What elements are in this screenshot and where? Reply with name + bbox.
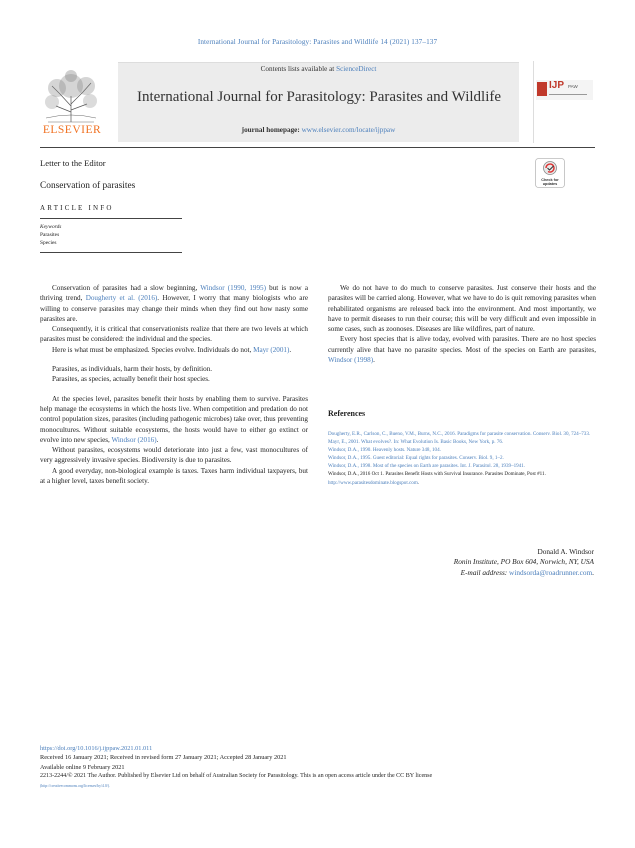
sciencedirect-link[interactable]: ScienceDirect bbox=[336, 65, 377, 73]
journal-cover-thumbnail bbox=[533, 61, 596, 143]
paragraph: Conservation of parasites had a slow beginning, Windsor (1990, 1995) but is now a thriving trend, Dougherty et al. (2016). However, I worry that many biologists who are willing to conserve parasites may change their minds when they find out how nasty some parasites are. bbox=[40, 284, 308, 323]
keyword: Parasites bbox=[40, 232, 60, 238]
doi-link[interactable]: https://doi.org/10.1016/j.ijppaw.2021.01.011 bbox=[40, 745, 153, 752]
paragraph: We do not have to do much to conserve parasites. Just conserve their hosts and the parasites will be carried along. However, what we have to do is quit removing parasites when rehabilitated organisms are released back into the environment. And most importantly, we have to permit diseases to run their course; this will be very difficult and even impossible in some cases, such as zoonoses. Diseases are like wildfires, part of nature. bbox=[328, 284, 596, 334]
cover-divider bbox=[549, 94, 587, 95]
keyword: Species bbox=[40, 240, 57, 246]
section-label: Letter to the Editor bbox=[40, 158, 106, 168]
cover-abbrev: IJP bbox=[549, 80, 565, 91]
received-dates: Received 16 January 2021; Received in revised form 27 January 2021; Accepted 28 January 2021 bbox=[40, 754, 287, 762]
references-heading: References bbox=[328, 409, 366, 418]
author-email-link[interactable]: windsorda@roadrunner.com bbox=[509, 567, 593, 577]
author-name: Donald A. Windsor bbox=[537, 547, 594, 556]
author-email-line: E-mail address: windsorda@roadrunner.com. bbox=[460, 567, 594, 577]
journal-title: International Journal for Parasitology: Parasites and Wildlife bbox=[136, 89, 502, 105]
body-column-left bbox=[40, 283, 308, 486]
article-footer bbox=[40, 744, 600, 790]
reference-item[interactable]: Mayr, E., 2001. What evolves?. In: What Evolution Is. Basic Books, New York, p. 76. bbox=[328, 439, 504, 446]
article-info-rule bbox=[40, 218, 182, 219]
cover-emblem-icon bbox=[537, 82, 547, 96]
citation-link[interactable]: Windsor (2016) bbox=[111, 435, 157, 444]
author-block bbox=[328, 547, 594, 578]
citation-link[interactable]: Windsor (1990, 1995) bbox=[200, 284, 267, 292]
citation-link[interactable]: Windsor (1998) bbox=[328, 356, 374, 365]
paragraph: Parasites, as species, actually benefit their host species. bbox=[52, 375, 210, 384]
paragraph: Every host species that is alive today, evolved with parasites. There are no host species currently alive that have no parasite species. Most of the species on Earth are parasites, Windsor (1998). bbox=[328, 335, 596, 365]
available-online: Available online 9 February 2021 bbox=[40, 763, 125, 771]
citation-link[interactable]: Dougherty et al. (2016) bbox=[85, 294, 158, 303]
citation-link[interactable]: Mayr (2001) bbox=[253, 345, 290, 354]
paragraph: Here is what must be emphasized. Species evolve. Individuals do not, Mayr (2001). bbox=[52, 345, 292, 354]
contents-line: Contents lists available at ScienceDirect bbox=[260, 65, 377, 73]
paragraph: At the species level, parasites benefit their hosts by enabling them to survive. Parasites help manage the ecosystems in which the hosts live. When competition and predation do not control population sizes, parasites (including pathogenic microbes) take over, thus preventing monocultures. Without suitable ecosystems, the hosts would have to either go extinct or evolve into new species, Windsor (2016). bbox=[40, 394, 308, 444]
top-citation-link[interactable]: International Journal for Parasitology: Parasites and Wildlife 14 (2021) 137–137 bbox=[197, 38, 438, 46]
license-link[interactable]: (http://creativecommons.org/licenses/by/4.0/). bbox=[40, 783, 111, 788]
reference-list bbox=[328, 430, 596, 487]
header-rule bbox=[40, 147, 595, 148]
check-for-updates-label[interactable]: Check for updates bbox=[541, 178, 559, 187]
author-affiliation: Ronin Institute, PO Box 604, Norwich, NY, USA bbox=[453, 557, 594, 567]
reference-item[interactable]: Dougherty, E.R., Carlson, C., Bueno, V.M., Burns, N.C., 2016. Paradigms for parasite conservation. Conserv. Biol. 30, 724–733. bbox=[328, 431, 591, 437]
copyright-line: 2213-2244/© 2021 The Author. Published by Elsevier Ltd on behalf of Australian Society for Parasitology. This is an open access article under the CC BY license bbox=[40, 773, 433, 780]
reference-item[interactable]: Windsor, D.A., 1990. Heavenly hosts. Nature 348, 104. bbox=[328, 447, 441, 454]
article-title: Conservation of parasites bbox=[40, 181, 136, 191]
article-info-heading: ARTICLE INFO bbox=[40, 204, 114, 212]
reference-url-link[interactable]: http://www.parasitesdominate.blogspot.com bbox=[328, 479, 418, 486]
paragraph: Without parasites, ecosystems would deteriorate into just a few, vast monocultures of very aggressively invasive species. Biodiversity is due to parasites. bbox=[40, 446, 308, 465]
cover-subtitle: PAW bbox=[568, 84, 578, 89]
reference-item[interactable]: Windsor, D.A., 1998. Most of the species on Earth are parasites. Int. J. Parasitol. 28, 1939–1941. bbox=[328, 463, 526, 470]
article-info-rule-bottom bbox=[40, 252, 182, 253]
paragraph: Parasites, as individuals, harm their hosts, by definition. bbox=[52, 365, 213, 374]
paragraph: Consequently, it is critical that conservationists realize that there are two levels at which parasites must be considered: the individual and the species. bbox=[40, 325, 308, 344]
reference-item[interactable]: Windsor, D.A., 1995. Guest editorial: Equal rights for parasites. Conserv. Biol. 9, 1–2. bbox=[328, 455, 504, 462]
elsevier-wordmark: ELSEVIER bbox=[42, 124, 102, 136]
paragraph: A good everyday, non-biological example is taxes. Taxes harm individual taxpayers, but at a higher level, taxes benefit society. bbox=[40, 466, 308, 486]
journal-homepage-line: journal homepage: www.elsevier.com/locate/ijppaw bbox=[241, 126, 396, 134]
keywords-label: Keywords bbox=[40, 224, 62, 230]
reference-item: Windsor, D.A., 2016 Oct 1. Parasites Benefit Hosts with Survival Insurance. Parasites Dominate, Post #11. http://www.parasitesdominate.blogspot.com. bbox=[328, 471, 546, 486]
body-column-right bbox=[328, 283, 596, 365]
homepage-link[interactable]: www.elsevier.com/locate/ijppaw bbox=[301, 126, 396, 134]
